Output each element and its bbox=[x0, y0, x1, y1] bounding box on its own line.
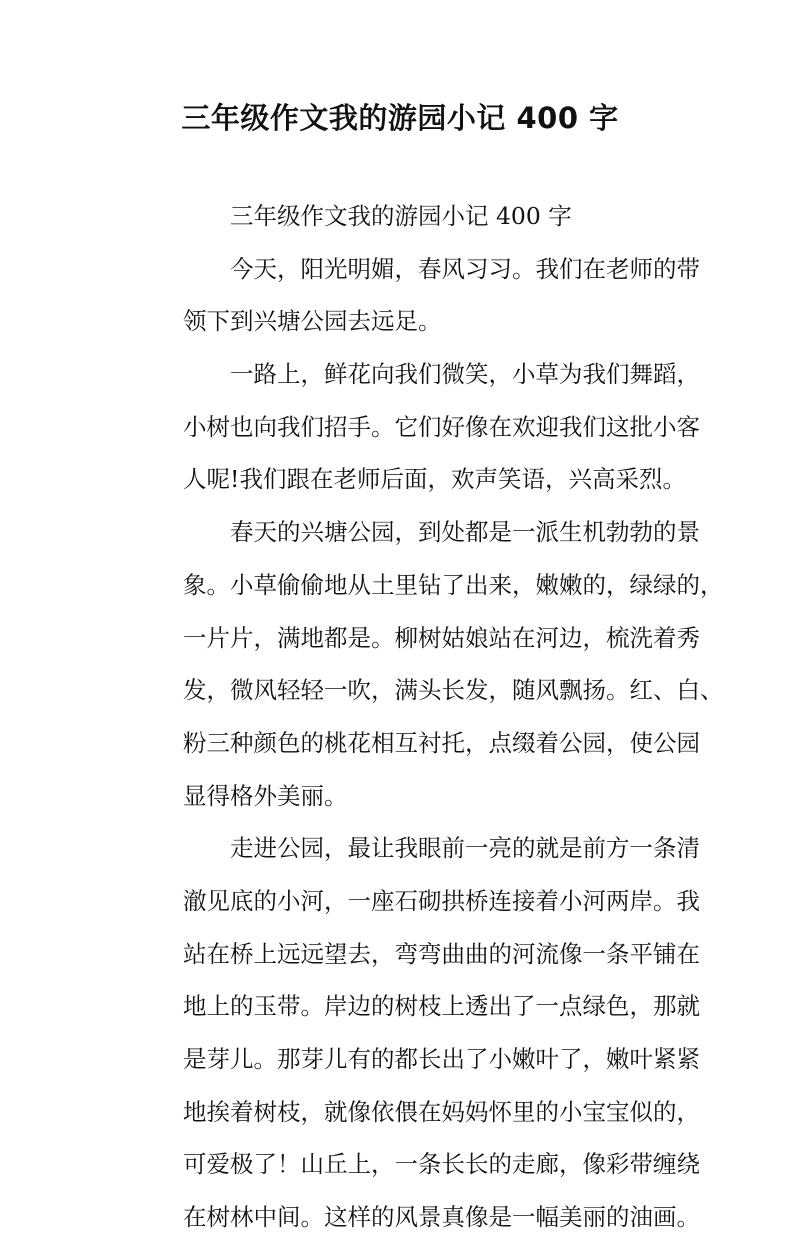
text-line: 地上的玉带。岸边的树枝上透出了一点绿色，那就 bbox=[183, 992, 700, 1021]
paragraph-on-the-way bbox=[136, 348, 700, 506]
text-line: 澈见底的小河，一座石砌拱桥连接着小河两岸。我 bbox=[183, 886, 700, 915]
paragraph-intro bbox=[136, 243, 700, 348]
text-line: 走进公园，最让我眼前一亮的就是前方一条清 bbox=[230, 834, 700, 863]
text-line: 三年级作文我的游园小记 400 字 bbox=[230, 202, 572, 230]
document-title: 三年级作文我的游园小记 400 字 bbox=[181, 101, 619, 135]
paragraph-river-bridge bbox=[136, 822, 700, 1244]
text-line: 发，微风轻轻一吹，满头长发，随风飘扬。红、白、 bbox=[183, 676, 724, 705]
text-line: 是芽儿。那芽儿有的都长出了小嫩叶了，嫩叶紧紧 bbox=[183, 1045, 700, 1073]
text-line: 象。小草偷偷地从土里钻了出来，嫩嫩的，绿绿的， bbox=[183, 570, 724, 599]
text-line: 春天的兴塘公园，到处都是一派生机勃勃的景 bbox=[230, 518, 700, 547]
document-body bbox=[136, 190, 724, 1244]
text-line: 地挨着树枝，就像依偎在妈妈怀里的小宝宝似的， bbox=[183, 1097, 700, 1126]
text-line: 小树也向我们招手。它们好像在欢迎我们这批小客 bbox=[183, 412, 700, 441]
text-line: 人呢!我们跟在老师后面，欢声笑语，兴高采烈。 bbox=[183, 465, 686, 494]
text-line: 今天，阳光明媚，春风习习。我们在老师的带 bbox=[230, 254, 700, 283]
paragraph-heading bbox=[136, 190, 676, 243]
paragraph-spring-park bbox=[136, 506, 724, 822]
text-line: 粉三种颜色的桃花相互衬托，点缀着公园，使公园 bbox=[183, 728, 700, 757]
text-line: 领下到兴塘公园去远足。 bbox=[183, 307, 442, 336]
text-line: 可爱极了！山丘上，一条长长的走廊，像彩带缠绕 bbox=[183, 1150, 700, 1179]
text-line: 在树林中间。这样的风景真像是一幅美丽的油画。 bbox=[183, 1203, 700, 1232]
text-line: 站在桥上远远望去，弯弯曲曲的河流像一条平铺在 bbox=[183, 939, 700, 968]
text-line: 一路上，鲜花向我们微笑，小草为我们舞蹈， bbox=[230, 360, 700, 389]
text-line: 显得格外美丽。 bbox=[183, 781, 348, 810]
text-line: 一片片，满地都是。柳树姑娘站在河边，梳洗着秀 bbox=[183, 623, 700, 652]
